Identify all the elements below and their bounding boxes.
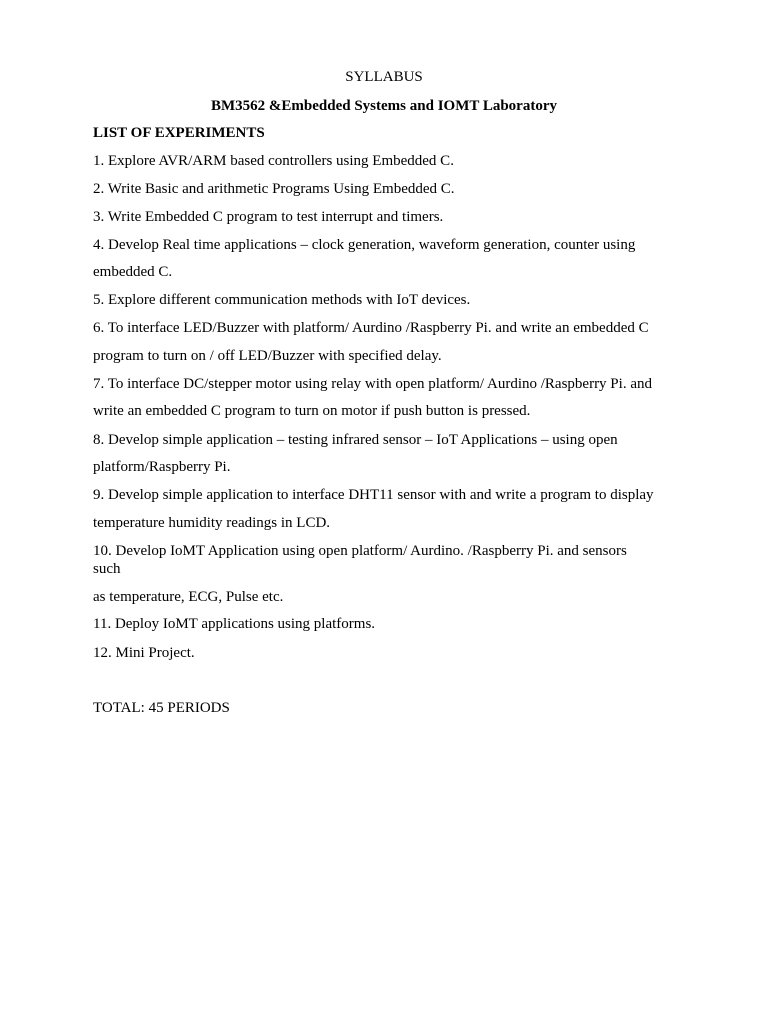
experiment-line: 7. To interface DC/stepper motor using relay with open platform/ Aurdino /Raspberry Pi. and (93, 376, 652, 392)
course-title: BM3562 &Embedded Systems and IOMT Laboratory (211, 98, 557, 114)
experiment-line: 12. Mini Project. (93, 645, 195, 661)
syllabus-heading: SYLLABUS (345, 69, 423, 85)
experiment-line: program to turn on / off LED/Buzzer with specified delay. (93, 348, 442, 364)
experiment-line: 6. To interface LED/Buzzer with platform/ Aurdino /Raspberry Pi. and write an embedded C (93, 320, 649, 336)
total-periods: TOTAL: 45 PERIODS (93, 700, 230, 716)
experiment-line: 3. Write Embedded C program to test interrupt and timers. (93, 209, 444, 225)
experiments-section-title: LIST OF EXPERIMENTS (93, 125, 265, 141)
experiment-line: embedded C. (93, 264, 173, 280)
experiment-line: 4. Develop Real time applications – clock generation, waveform generation, counter using (93, 237, 636, 253)
experiment-line: write an embedded C program to turn on motor if push button is pressed. (93, 403, 531, 419)
experiment-line: 1. Explore AVR/ARM based controllers using Embedded C. (93, 153, 454, 169)
experiment-line: 11. Deploy IoMT applications using platforms. (93, 616, 376, 632)
experiment-line: 8. Develop simple application – testing infrared sensor – IoT Applications – using open (93, 432, 618, 448)
experiment-line: temperature humidity readings in LCD. (93, 515, 331, 531)
experiment-line: 10. Develop IoMT Application using open platform/ Aurdino. /Raspberry Pi. and sensors (93, 543, 627, 559)
experiment-line: platform/Raspberry Pi. (93, 459, 231, 475)
experiment-line: 9. Develop simple application to interface DHT11 sensor with and write a program to display (93, 487, 654, 503)
experiment-line: 5. Explore different communication methods with IoT devices. (93, 292, 471, 308)
experiment-line: 2. Write Basic and arithmetic Programs Using Embedded C. (93, 181, 455, 197)
experiment-line: as temperature, ECG, Pulse etc. (93, 589, 284, 605)
experiment-line: such (93, 561, 121, 577)
